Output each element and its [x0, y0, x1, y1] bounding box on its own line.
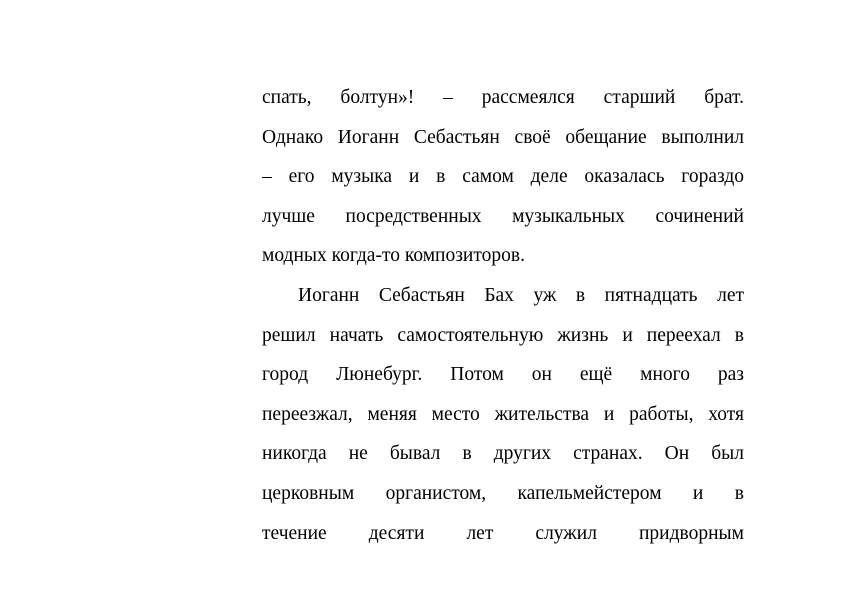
- text-line: церковным органистом, капельмейстером и в: [262, 482, 744, 504]
- text-line: переезжал, меняя место жительства и работы, хотя: [262, 403, 744, 425]
- text-line: модных когда-то композиторов.: [262, 245, 525, 267]
- text-line: – его музыка и в самом деле оказалась гораздо: [262, 166, 744, 188]
- body-text: [262, 78, 744, 553]
- text-line: никогда не бывал в других странах. Он был: [262, 443, 744, 465]
- text-line: Однако Иоганн Себастьян своё обещание выполнил: [262, 126, 744, 148]
- text-line: город Люнебург. Потом он ещё много раз: [262, 364, 744, 386]
- text-line: решил начать самостоятельную жизнь и переехал в: [262, 324, 744, 346]
- text-line: течение десяти лет служил придворным: [262, 522, 744, 544]
- text-line-paragraph-start: Иоганн Себастьян Бах уж в пятнадцать лет: [298, 284, 744, 306]
- text-line: спать, болтун»! – рассмеялся старший брат.: [262, 87, 744, 108]
- text-line: лучше посредственных музыкальных сочинений: [262, 205, 744, 227]
